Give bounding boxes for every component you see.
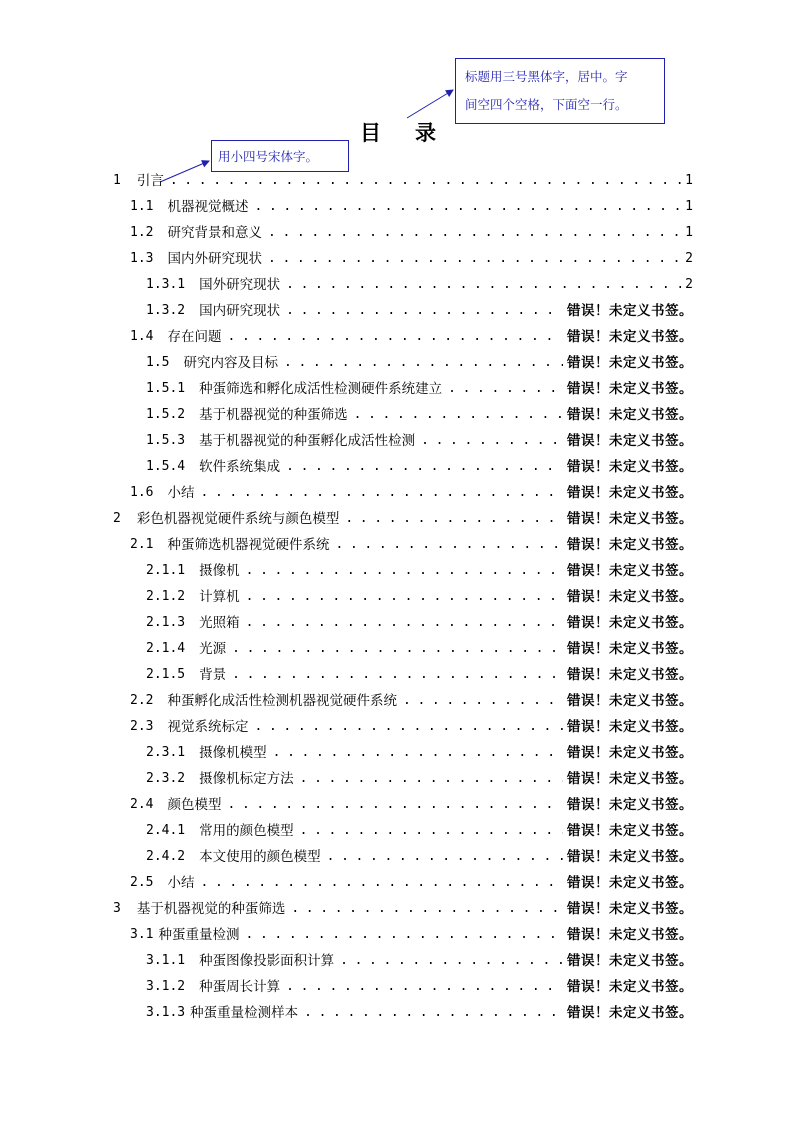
toc-leader-dots xyxy=(245,922,563,948)
title-comment-line-1: 标题用三号黑体字，居中。字 xyxy=(465,69,628,84)
toc-entry-title: 软件系统集成 xyxy=(199,459,281,475)
toc-entry-title: 视觉系统标定 xyxy=(167,719,249,735)
toc-entry-title: 种蛋图像投影面积计算 xyxy=(199,953,335,969)
toc-entry-number: 1.4 xyxy=(130,329,154,344)
toc-entry[interactable] xyxy=(130,480,693,506)
toc-entry-title: 摄像机 xyxy=(199,563,240,579)
toc-entry-number: 1.2 xyxy=(130,225,154,240)
toc-entry-title: 背景 xyxy=(199,667,227,683)
toc-entry-page-number: 2 xyxy=(685,251,693,266)
toc-entry-title: 本文使用的颜色模型 xyxy=(199,849,321,865)
toc-leader-dots xyxy=(286,454,563,480)
toc-leader-dots xyxy=(200,480,563,506)
toc-entry[interactable] xyxy=(146,558,693,584)
toc-entry-title: 种蛋周长计算 xyxy=(199,979,281,995)
toc-entry-bookmark-error: 错误！未定义书签。 xyxy=(567,537,693,553)
toc-entry-bookmark-error: 错误！未定义书签。 xyxy=(567,667,693,683)
toc-entry[interactable] xyxy=(146,376,693,402)
toc-entry-number: 1.5.2 xyxy=(146,407,186,422)
toc-leader-dots xyxy=(232,636,563,662)
toc-entry[interactable] xyxy=(113,168,693,194)
toc-leader-dots xyxy=(273,740,563,766)
toc-entry-title: 基于机器视觉的种蛋筛选 xyxy=(136,901,286,917)
toc-leader-dots xyxy=(300,766,563,792)
toc-entry-bookmark-error: 错误！未定义书签。 xyxy=(567,381,693,397)
toc-entry-title: 研究内容及目标 xyxy=(183,355,278,371)
toc-entry-number: 2.3.2 xyxy=(146,771,186,786)
toc-entry-title: 小结 xyxy=(167,875,195,891)
toc-entry[interactable] xyxy=(146,610,693,636)
toc-entry-title: 引言 xyxy=(136,173,164,189)
toc-entry[interactable] xyxy=(146,818,693,844)
toc-entry-number: 2.1.3 xyxy=(146,615,186,630)
toc-leader-dots xyxy=(448,376,563,402)
toc-entry-title: 摄像机标定方法 xyxy=(199,771,294,787)
toc-entry-bookmark-error: 错误！未定义书签。 xyxy=(567,771,693,787)
toc-entry-title: 种蛋孵化成活性检测机器视觉硬件系统 xyxy=(167,693,397,709)
toc-entry[interactable] xyxy=(146,1000,693,1026)
toc-entry[interactable] xyxy=(113,506,693,532)
toc-entry-bookmark-error: 错误！未定义书签。 xyxy=(567,329,693,345)
toc-entry-title: 颜色模型 xyxy=(167,797,222,813)
toc-entry-bookmark-error: 错误！未定义书签。 xyxy=(567,641,693,657)
toc-entry-number: 2.3 xyxy=(130,719,154,734)
toc-entry-number: 1.6 xyxy=(130,485,154,500)
toc-leader-dots xyxy=(340,948,563,974)
toc-entry-title: 彩色机器视觉硬件系统与颜色模型 xyxy=(136,511,340,527)
toc-entry[interactable] xyxy=(146,948,693,974)
toc-entry[interactable] xyxy=(146,740,693,766)
toc-leader-dots xyxy=(291,896,563,922)
toc-entry-number: 1.5.3 xyxy=(146,433,186,448)
toc-entry-number: 2.1.2 xyxy=(146,589,186,604)
toc-entry-number: 1.3.2 xyxy=(146,303,186,318)
toc-entry-bookmark-error: 错误！未定义书签。 xyxy=(567,355,693,371)
toc-entry-number: 2.5 xyxy=(130,875,154,890)
toc-entry-number: 2.1 xyxy=(130,537,154,552)
toc-entry-bookmark-error: 错误！未定义书签。 xyxy=(567,797,693,813)
toc-entry-bookmark-error: 错误！未定义书签。 xyxy=(567,615,693,631)
toc-entry-title: 计算机 xyxy=(199,589,240,605)
toc-entry-number: 3.1.3 xyxy=(146,1005,186,1020)
toc-leader-dots xyxy=(286,974,563,1000)
toc-leader-dots xyxy=(421,428,563,454)
toc-leader-dots xyxy=(345,506,563,532)
toc-entry-number: 1.5.1 xyxy=(146,381,186,396)
toc-entry-bookmark-error: 错误！未定义书签。 xyxy=(567,823,693,839)
toc-entry-bookmark-error: 错误！未定义书签。 xyxy=(567,303,693,319)
toc-entry-number: 2.1.5 xyxy=(146,667,186,682)
toc-entry-number: 2.2 xyxy=(130,693,154,708)
toc-leader-dots xyxy=(254,714,563,740)
toc-entry-number: 2.3.1 xyxy=(146,745,186,760)
toc-entry[interactable] xyxy=(146,844,693,870)
toc-leader-dots xyxy=(170,168,681,194)
toc-entry-bookmark-error: 错误！未定义书签。 xyxy=(567,953,693,969)
toc-leader-dots xyxy=(268,246,681,272)
toc-entry[interactable] xyxy=(146,584,693,610)
toc-entry-bookmark-error: 错误！未定义书签。 xyxy=(567,875,693,891)
toc-entry-title: 基于机器视觉的种蛋孵化成活性检测 xyxy=(199,433,416,449)
toc-entry-title: 基于机器视觉的种蛋筛选 xyxy=(199,407,348,423)
toc-entry-bookmark-error: 错误！未定义书签。 xyxy=(567,979,693,995)
title-char-2: 录 xyxy=(415,121,436,145)
toc-entry[interactable] xyxy=(130,324,693,350)
toc-entry-title: 种蛋重量检测样本 xyxy=(190,1005,299,1021)
toc-entry-title: 光源 xyxy=(199,641,227,657)
toc-entry-bookmark-error: 错误！未定义书签。 xyxy=(567,693,693,709)
toc-entry-bookmark-error: 错误！未定义书签。 xyxy=(567,901,693,917)
toc-entry-page-number: 2 xyxy=(685,277,693,292)
toc-entry[interactable] xyxy=(146,766,693,792)
toc-leader-dots xyxy=(232,662,563,688)
toc-entry[interactable] xyxy=(146,298,693,324)
toc-entry-title: 国外研究现状 xyxy=(199,277,281,293)
toc-entry-number: 3.1.1 xyxy=(146,953,186,968)
toc-entry-number: 2.1.4 xyxy=(146,641,186,656)
toc-entry-bookmark-error: 错误！未定义书签。 xyxy=(567,849,693,865)
toc-entry-number: 1.3 xyxy=(130,251,154,266)
toc-entry[interactable] xyxy=(146,428,693,454)
toc-entry-page-number: 1 xyxy=(685,225,693,240)
toc-entry-bookmark-error: 错误！未定义书签。 xyxy=(567,589,693,605)
toc-entry-number: 1.5.4 xyxy=(146,459,186,474)
toc-entry-bookmark-error: 错误！未定义书签。 xyxy=(567,1005,693,1021)
toc-entry[interactable] xyxy=(146,662,693,688)
toc-entry-number: 2.4 xyxy=(130,797,154,812)
toc-entry[interactable] xyxy=(146,402,693,428)
toc-entry-title: 存在问题 xyxy=(167,329,222,345)
toc-entry[interactable] xyxy=(130,792,693,818)
toc-leader-dots xyxy=(286,298,563,324)
toc-leader-dots xyxy=(300,818,563,844)
toc-entry-title: 种蛋筛选机器视觉硬件系统 xyxy=(167,537,330,553)
toc-entry-bookmark-error: 错误！未定义书签。 xyxy=(567,927,693,943)
toc-entry-title: 机器视觉概述 xyxy=(167,199,249,215)
toc-entry-number: 2.4.1 xyxy=(146,823,186,838)
toc-leader-dots xyxy=(335,532,563,558)
toc-entry-number: 1.1 xyxy=(130,199,154,214)
toc-entry[interactable] xyxy=(130,220,693,246)
title-comment-arrow xyxy=(407,90,453,118)
toc-entry[interactable] xyxy=(130,688,693,714)
toc-entry-number: 3.1 xyxy=(130,927,154,942)
toc-entry-number: 1.3.1 xyxy=(146,277,186,292)
toc-entry-title: 国内研究现状 xyxy=(199,303,281,319)
toc-leader-dots xyxy=(227,324,563,350)
toc-entry-number: 2.4.2 xyxy=(146,849,186,864)
toc-entry[interactable] xyxy=(146,454,693,480)
toc-entry[interactable] xyxy=(130,714,693,740)
toc-leader-dots xyxy=(286,272,681,298)
toc-entry-page-number: 1 xyxy=(685,173,693,188)
toc-entry-title: 种蛋筛选和孵化成活性检测硬件系统建立 xyxy=(199,381,443,397)
toc-entry[interactable] xyxy=(130,194,693,220)
toc-entry-title: 研究背景和意义 xyxy=(167,225,262,241)
toc-entry-page-number: 1 xyxy=(685,199,693,214)
toc-entry-bookmark-error: 错误！未定义书签。 xyxy=(567,433,693,449)
toc-entry-title: 常用的颜色模型 xyxy=(199,823,294,839)
toc-entry-bookmark-error: 错误！未定义书签。 xyxy=(567,459,693,475)
toc-entry-number: 1 xyxy=(113,173,121,188)
toc-leader-dots xyxy=(403,688,563,714)
toc-leader-dots xyxy=(227,792,563,818)
toc-entry-title: 摄像机模型 xyxy=(199,745,267,761)
title-char-1: 目 xyxy=(360,121,381,145)
font-comment-text: 用小四号宋体字。 xyxy=(218,149,319,164)
toc-entry-bookmark-error: 错误！未定义书签。 xyxy=(567,511,693,527)
toc-leader-dots xyxy=(268,220,681,246)
toc-entry-number: 3.1.2 xyxy=(146,979,186,994)
toc-leader-dots xyxy=(304,1000,563,1026)
toc-leader-dots xyxy=(254,194,681,220)
toc-entry[interactable] xyxy=(130,922,693,948)
toc-leader-dots xyxy=(246,558,563,584)
toc-entry[interactable] xyxy=(113,896,693,922)
toc-entry-title: 国内外研究现状 xyxy=(167,251,262,267)
toc-entry[interactable] xyxy=(130,532,693,558)
toc-entry-bookmark-error: 错误！未定义书签。 xyxy=(567,745,693,761)
toc-leader-dots xyxy=(284,350,563,376)
toc-entry-number: 2 xyxy=(113,511,121,526)
toc-entry-bookmark-error: 错误！未定义书签。 xyxy=(567,719,693,735)
toc-entry-title: 小结 xyxy=(167,485,195,501)
toc-entry[interactable] xyxy=(130,246,693,272)
toc-entry-bookmark-error: 错误！未定义书签。 xyxy=(567,407,693,423)
toc-entry-number: 3 xyxy=(113,901,121,916)
toc-entry-number: 2.1.1 xyxy=(146,563,186,578)
toc-entry-title: 种蛋重量检测 xyxy=(158,927,240,943)
toc-entry[interactable] xyxy=(146,636,693,662)
title-comment-line-2: 间空四个空格，下面空一行。 xyxy=(465,97,628,112)
toc-entry[interactable] xyxy=(146,350,693,376)
toc-entry-bookmark-error: 错误！未定义书签。 xyxy=(567,485,693,501)
toc-entry-bookmark-error: 错误！未定义书签。 xyxy=(567,563,693,579)
toc-leader-dots xyxy=(246,610,563,636)
toc-entry-number: 1.5 xyxy=(146,355,170,370)
toc-entry-title: 光照箱 xyxy=(199,615,240,631)
toc-leader-dots xyxy=(354,402,563,428)
toc-entry[interactable] xyxy=(146,272,693,298)
toc-leader-dots xyxy=(246,584,563,610)
toc-leader-dots xyxy=(200,870,563,896)
toc-leader-dots xyxy=(327,844,563,870)
toc-entry[interactable] xyxy=(146,974,693,1000)
toc-entry[interactable] xyxy=(130,870,693,896)
